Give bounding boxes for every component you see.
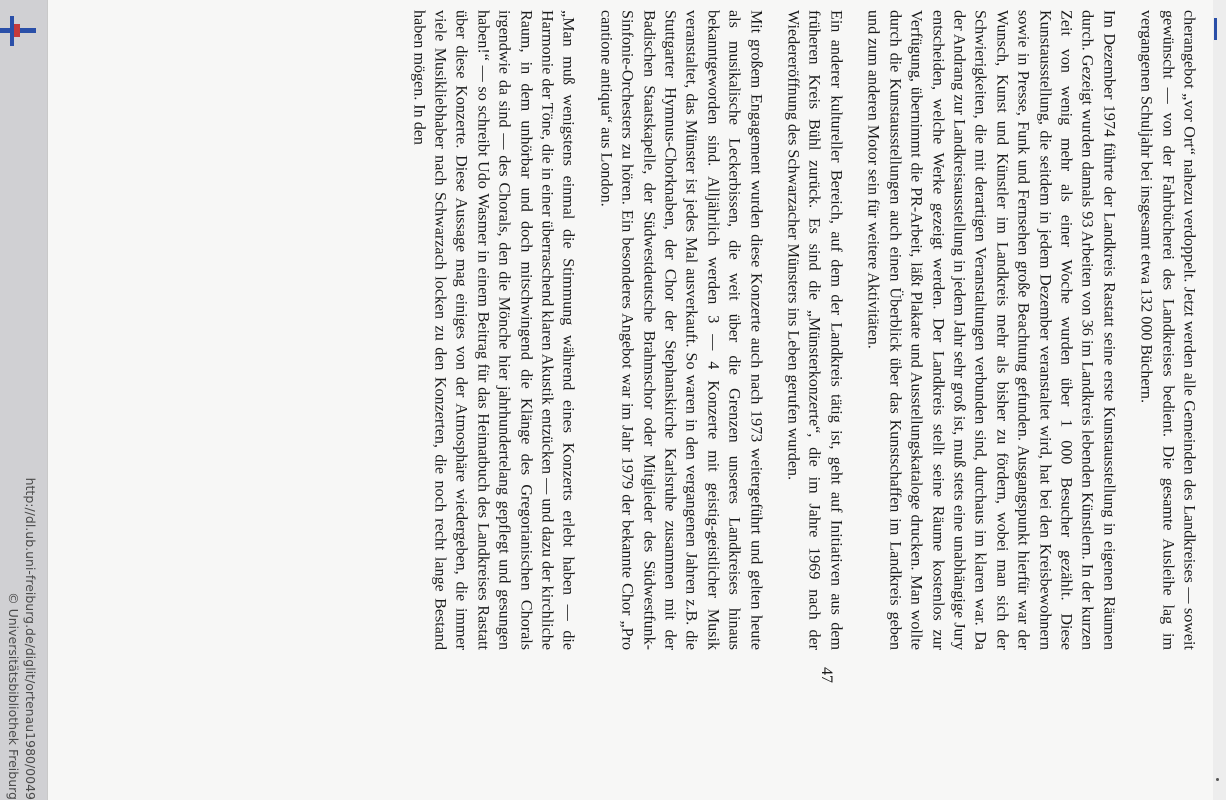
page-text-block [155,10,1200,650]
watermark-copyright: © Universitätsbibliothek Freiburg [6,592,21,800]
scan-dot-icon [1216,778,1219,781]
calibration-mark-right-icon [1214,18,1217,40]
paragraph-4: Mit großem Engagement wurden diese Konzerte auch nach 1973 weitergeführt und gelten heute als musikalische Leckerbissen, die weit über die Grenzen unseres Landkreises hinaus bekanntgeworden sind. Alljährlich werden 3 — 4 Konzerte mit geistig-geistlicher Musik veranstaltet, das Münster ist jedes Mal ausverkauft. So waren in den vergangenen Jahren z.B. die Stuttgarter Hymnus-Chorknaben, der Chor der Stephanskirche Karlsruhe zusammen mit der Badischen Staatskapelle, der Südwestdeutsche Brahmschor oder Mitglieder des Südwestfunk-Sinfonie-Orchesters zu hören. Ein besonderes Angebot war im Jahr 1979 der bekannte Chor „Pro cantione antiqua“ aus London. [597,10,765,650]
paragraph-1: cherangebot „vor Ort“ nahezu verdoppelt. Jetzt werden alle Gemeinden des Landkreises — soweit gewünscht — von der Fahrbücherei des Landkreises bedient. Die gesamte Ausleihe lag im vergangenen Schuljahr bei insgesamt etwa 132 000 Büchern. [1137,10,1198,650]
paragraph-5: „Man muß wenigstens einmal die Stimmung während eines Konzerts erlebt haben — die Harmonie der Töne, die in einer überraschend klaren Akustik entzücken — und dazu der kirchliche Raum, in dem unhörbar und doch mitschwingend die Klänge des Gregorianischen Chorals irgendwie da sind — des Chorals, den die Mönche hier jahrhundertelang gepflegt und gesungen haben!“ — so schreibt Udo Wasmer in einem Beitrag für das Heimatbuch des Landkreises Rastatt über diese Konzerte. Diese Aussage mag einiges von der Atmosphäre wiedergeben, die immer viele Musikliebhaber nach Schwarzach locken zu den Konzerten, die noch recht lange Bestand haben mögen. In den [410,10,577,650]
side-watermark [5,40,39,800]
right-margin-strip [1213,0,1226,800]
scanned-page [47,0,1213,800]
paragraph-3: Ein anderer kultureller Bereich, auf dem der Landkreis tätig ist, geht auf Initiativen aus dem früheren Kreis Bühl zurück. Es sind die „Münsterkonzerte“, die im Jahre 1969 nach der Wiedereröffnung des Schwarzacher Münsters ins Leben gerufen wurden. [784,10,845,650]
watermark-url[interactable]: http://dl.ub.uni-freiburg.de/diglit/ortenau1980/0049 [23,477,38,800]
paragraph-2: Im Dezember 1974 führte der Landkreis Rastatt seine erste Kunstausstellung in eigenen Räumen durch. Gezeigt wurden damals 93 Arbeiten von 36 im Landkreis lebenden Künstlern. In der kurzen Zeit von wenig mehr als einer Woche wurden über 1 000 Besucher gezählt. Diese Kunstausstellung, die seitdem in jedem Dezember veranstaltet wird, hat bei den Kreisbewohnern sowie in Presse, Funk und Fernsehen große Beachtung gefunden. Ausgangspunkt hierfür war der Wunsch, Kunst und Künstler im Landkreis mehr als bisher zu fördern, wobei man sich der Schwierigkeiten, die mit derartigen Veranstaltungen verbunden sind, durchaus im klaren war. Da der Andrang zur Landkreisausstellung in jedem Jahr sehr groß ist, muß stets eine unabhängige Jury entscheiden, welche Werke gezeigt werden. Der Landkreis stellt seine Räume kostenlos zur Verfügung, übernimmt die PR-Arbeit, läßt Plakate und Ausstellungskataloge drucken. Man wollte durch die Kunstausstellungen auch einen Überblick über das Kunstschaffen im Landkreis geben und zum anderen Motor sein für weitere Aktivitäten. [864,10,1118,650]
calibration-mark-red-icon [14,24,20,37]
page-number: 47 [818,667,835,683]
